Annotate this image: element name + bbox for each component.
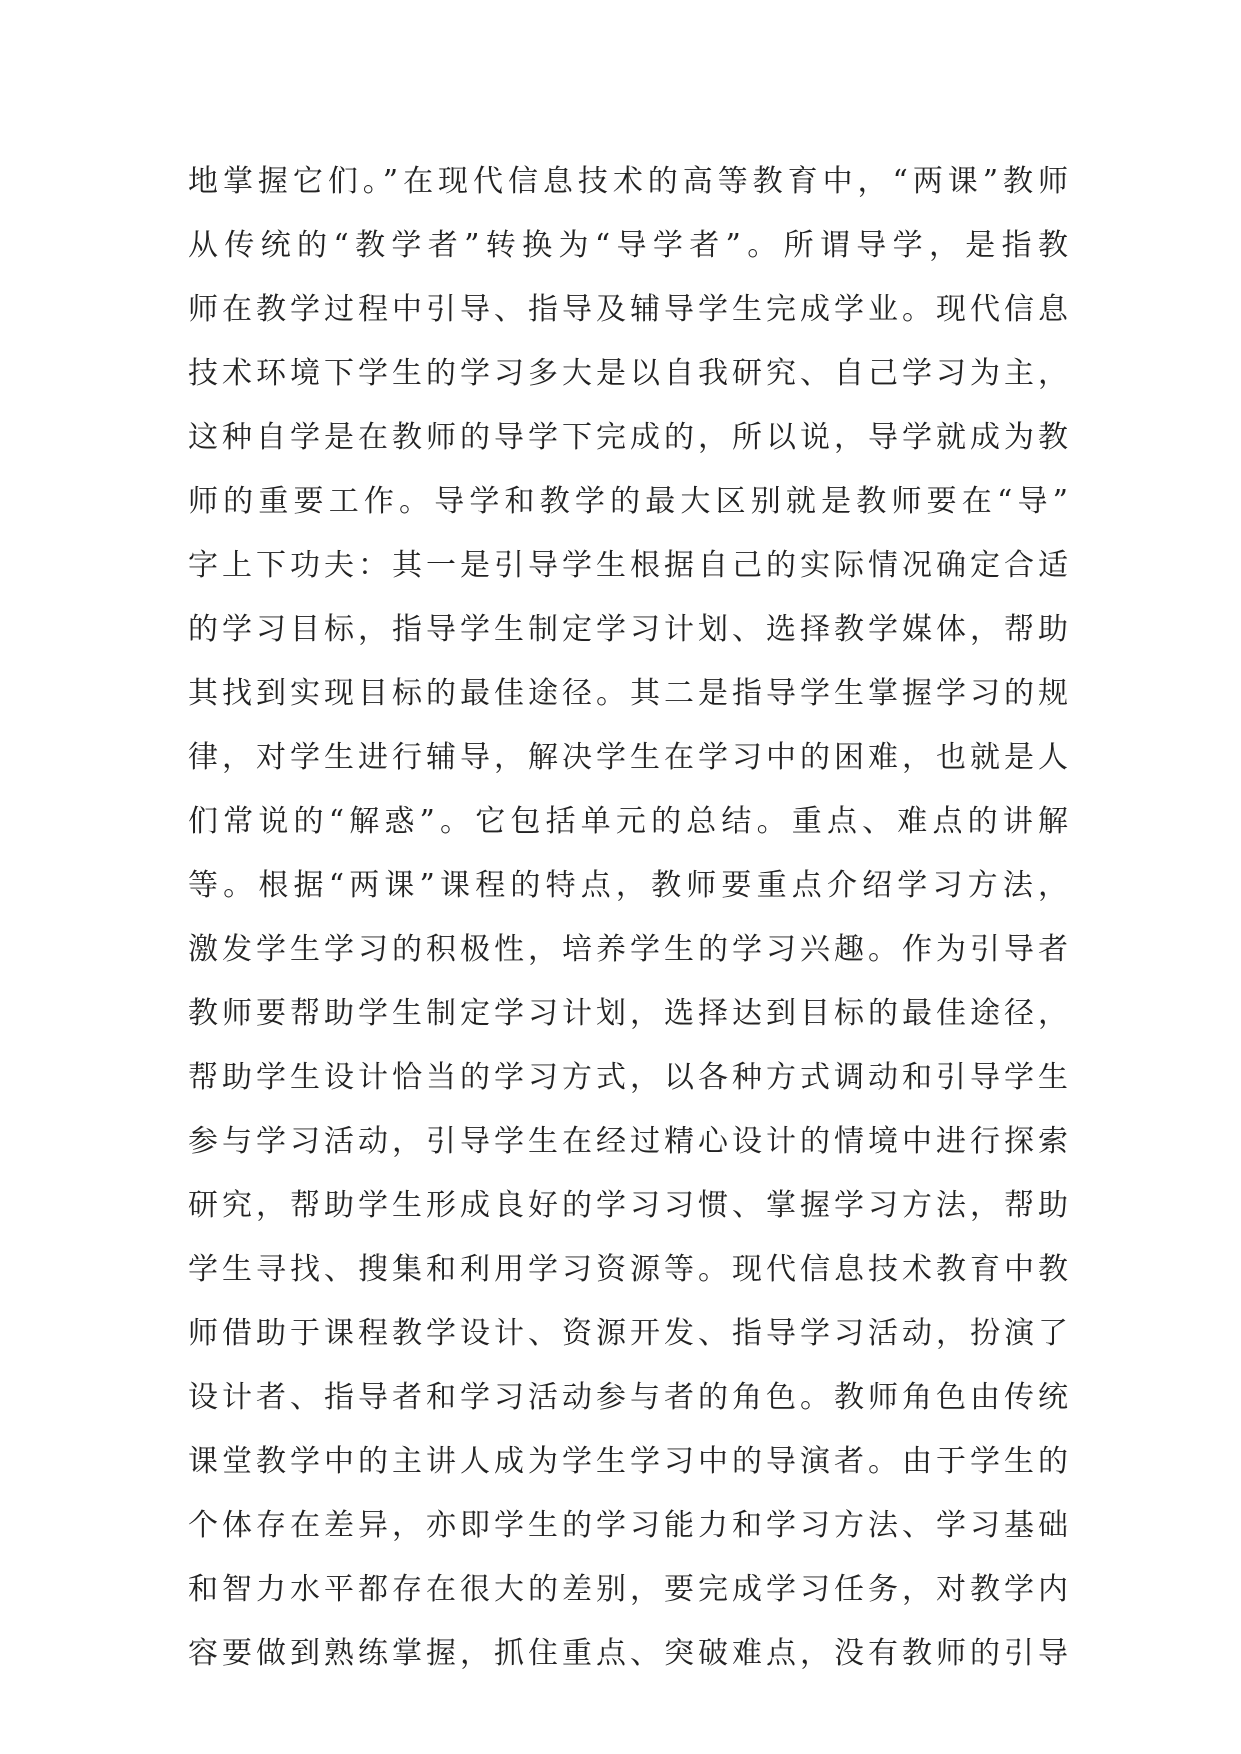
- text-line: 参与学习活动，引导学生在经过精心设计的情境中进行探索: [188, 1124, 1068, 1159]
- text-line: 字上下功夫：其一是引导学生根据自己的实际情况确定合适: [188, 548, 1068, 583]
- text-line: 师借助于课程教学设计、资源开发、指导学习活动，扮演了: [188, 1316, 1068, 1351]
- text-line: 其找到实现目标的最佳途径。其二是指导学生掌握学习的规: [188, 676, 1068, 711]
- text-line: 律，对学生进行辅导，解决学生在学习中的困难，也就是人: [188, 740, 1068, 775]
- text-line: 师在教学过程中引导、指导及辅导学生完成学业。现代信息: [188, 292, 1068, 327]
- text-line: 和智力水平都存在很大的差别，要完成学习任务，对教学内: [188, 1572, 1068, 1607]
- text-line: 个体存在差异，亦即学生的学习能力和学习方法、学习基础: [188, 1508, 1068, 1543]
- text-line: 容要做到熟练掌握，抓住重点、突破难点，没有教师的引导: [188, 1636, 1068, 1671]
- text-line: 帮助学生设计恰当的学习方式，以各种方式调动和引导学生: [188, 1060, 1068, 1095]
- text-line: 这种自学是在教师的导学下完成的，所以说，导学就成为教: [188, 420, 1068, 455]
- text-line: 技术环境下学生的学习多大是以自我研究、自己学习为主，: [188, 356, 1068, 391]
- text-line: 学生寻找、搜集和利用学习资源等。现代信息技术教育中教: [188, 1252, 1068, 1287]
- text-line: 们常说的“解惑”。它包括单元的总结。重点、难点的讲解: [188, 804, 1068, 839]
- text-line: 地掌握它们。”在现代信息技术的高等教育中，“两课”教师: [188, 164, 1068, 199]
- text-line: 课堂教学中的主讲人成为学生学习中的导演者。由于学生的: [188, 1444, 1068, 1479]
- text-line: 的学习目标，指导学生制定学习计划、选择教学媒体，帮助: [188, 612, 1068, 647]
- text-line: 等。根据“两课”课程的特点，教师要重点介绍学习方法，: [188, 868, 1068, 903]
- text-line: 激发学生学习的积极性，培养学生的学习兴趣。作为引导者: [188, 932, 1068, 967]
- text-line: 设计者、指导者和学习活动参与者的角色。教师角色由传统: [188, 1380, 1068, 1415]
- text-line: 教师要帮助学生制定学习计划，选择达到目标的最佳途径，: [188, 996, 1068, 1031]
- text-line: 师的重要工作。导学和教学的最大区别就是教师要在“导”: [188, 484, 1068, 519]
- text-line: 从传统的“教学者”转换为“导学者”。所谓导学，是指教: [188, 228, 1068, 263]
- body-paragraph: [188, 150, 1068, 1686]
- text-line: 研究，帮助学生形成良好的学习习惯、掌握学习方法，帮助: [188, 1188, 1068, 1223]
